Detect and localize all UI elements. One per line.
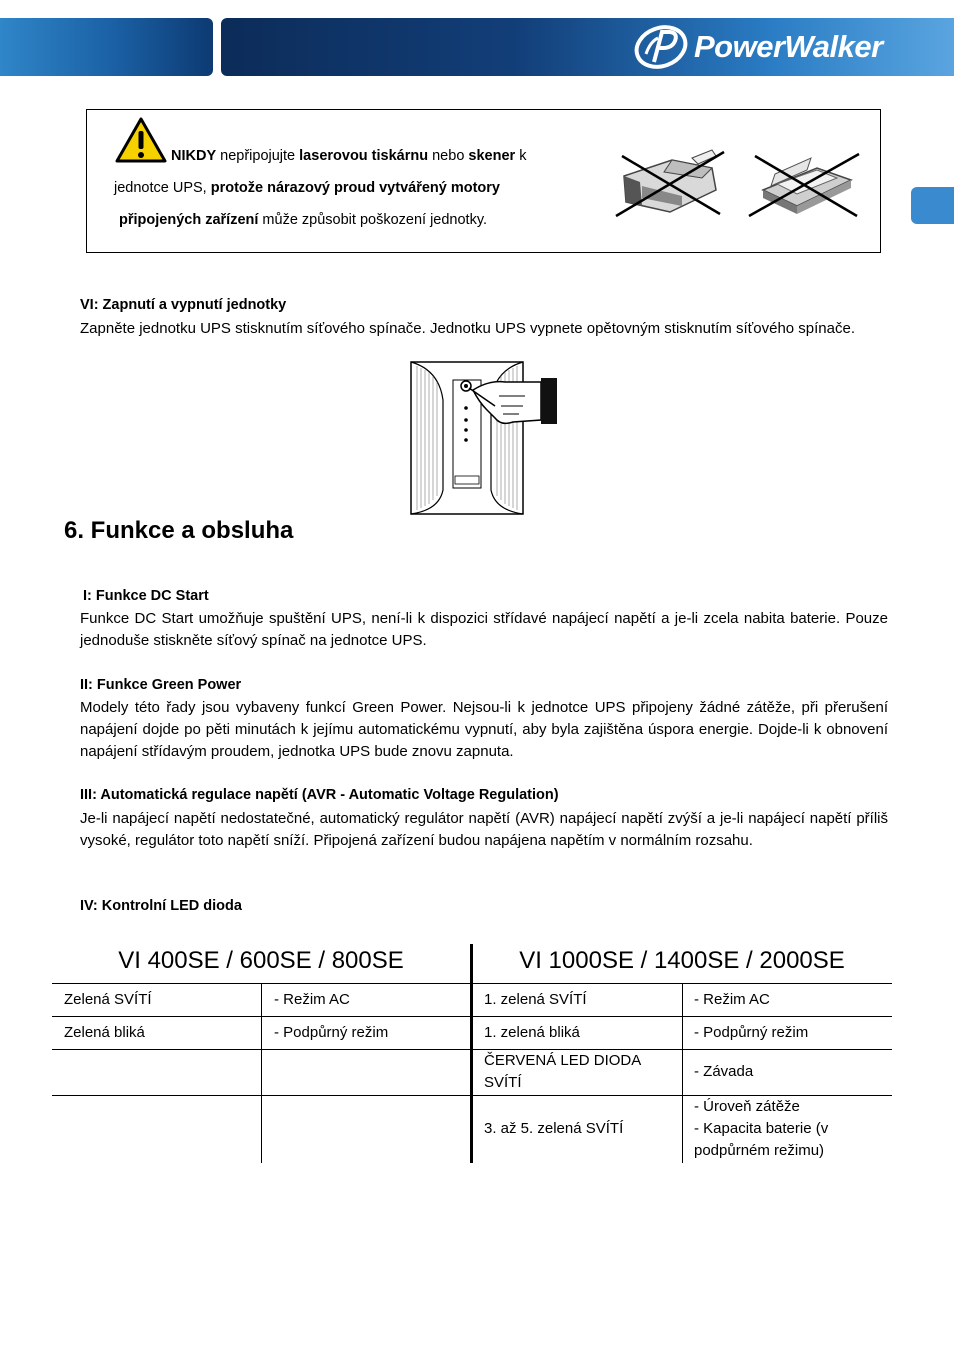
- section-iii-title: III: Automatická regulace napětí (AVR - Automatic Voltage Regulation): [80, 787, 559, 803]
- table-cell: ČERVENÁ LED DIODA: [484, 1052, 642, 1069]
- warning-triangle-icon: [114, 116, 168, 164]
- table-rule: [52, 1016, 892, 1017]
- section-ii-title: II: Funkce Green Power: [80, 677, 242, 693]
- section-iii-text: Je-li napájecí napětí nedostatečné, automatický regulátor napětí (AVR) napájecí napětí zvýší a je-li napájecí napětí příliš vysoké, regulátor toto napětí sníží. Připojená zařízení budou napájena napětím v normálním rozsahu.: [80, 810, 888, 849]
- side-tab-marker: [911, 187, 954, 224]
- table-cell: - Podpůrný režim: [274, 1024, 389, 1041]
- table-cell: - Podpůrný režim: [694, 1024, 809, 1041]
- header-band-left: [0, 18, 213, 76]
- chapter-title: 6. Funkce a obsluha: [64, 517, 294, 544]
- table-cell: 1. zelená SVÍTÍ: [484, 991, 587, 1008]
- section-iv-title: IV: Kontrolní LED dioda: [80, 898, 242, 914]
- table-cell: - Závada: [694, 1063, 754, 1080]
- table-cell: Zelená bliká: [64, 1024, 145, 1041]
- section-ii-text: Modely této řady jsou vybaveny funkcí Green Power. Nejsou-li k jednotce UPS připojeny žádné zátěže, při přerušení napájení dojde po pěti minutách k jejímu automatickému vypnutí, aby byla zajištěna úspora energie. Dojde-li k obnovení napájení střídavým proudem, jednotka UPS bude znovu zapnuta.: [80, 699, 888, 760]
- table-header-left: VI 400SE / 600SE / 800SE: [118, 947, 404, 974]
- table-center-divider: [470, 944, 473, 1163]
- section-vi-title: VI: Zapnutí a vypnutí jednotky: [80, 297, 287, 313]
- section-vi-text: Zapněte jednotku UPS stisknutím síťového spínače. Jednotku UPS vypnete opětovným stisknutím síťového spínače.: [80, 320, 855, 337]
- powerwalker-logo: [632, 24, 883, 70]
- table-cell: SVÍTÍ: [484, 1074, 522, 1091]
- table-rule: [52, 983, 892, 984]
- logo-wordmark: PowerWalker: [694, 29, 883, 64]
- laser-printer-crossed-image: [612, 146, 732, 222]
- scanner-crossed-image: [747, 150, 867, 222]
- table-col-rule: [261, 983, 262, 1163]
- table-rule: [52, 1049, 892, 1050]
- warning-line-1: NIKDY nepřipojujte laserovou tiskárnu nebo skener k: [171, 148, 527, 164]
- warning-line-2: jednotce UPS, protože nárazový proud vytvářený motory: [114, 180, 500, 196]
- table-cell: podpůrném režimu): [694, 1142, 825, 1159]
- table-col-rule: [682, 983, 683, 1163]
- table-cell: - Režim AC: [694, 991, 770, 1008]
- table-cell: 3. až 5. zelená SVÍTÍ: [484, 1120, 624, 1137]
- table-cell: Zelená SVÍTÍ: [64, 991, 152, 1008]
- powerwalker-logo-icon: [632, 24, 690, 70]
- ups-power-switch-figure: [409, 360, 561, 518]
- section-i-title: I: Funkce DC Start: [83, 588, 209, 604]
- section-i-text: Funkce DC Start umožňuje spuštění UPS, není-li k dispozici střídavé napájecí napětí a je-li zcela nabita baterie. Pouze jednoduše stiskněte síťový spínač na jednotce UPS.: [80, 610, 888, 649]
- warning-box: [86, 109, 881, 253]
- table-cell: 1. zelená bliká: [484, 1024, 580, 1041]
- warning-line-3: připojených zařízení může způsobit poškození jednotky.: [119, 212, 488, 228]
- table-cell: - Úroveň zátěže: [694, 1098, 800, 1115]
- table-header-right: VI 1000SE / 1400SE / 2000SE: [519, 947, 845, 974]
- table-cell: - Režim AC: [274, 991, 350, 1008]
- table-cell: - Kapacita baterie (v: [694, 1120, 829, 1137]
